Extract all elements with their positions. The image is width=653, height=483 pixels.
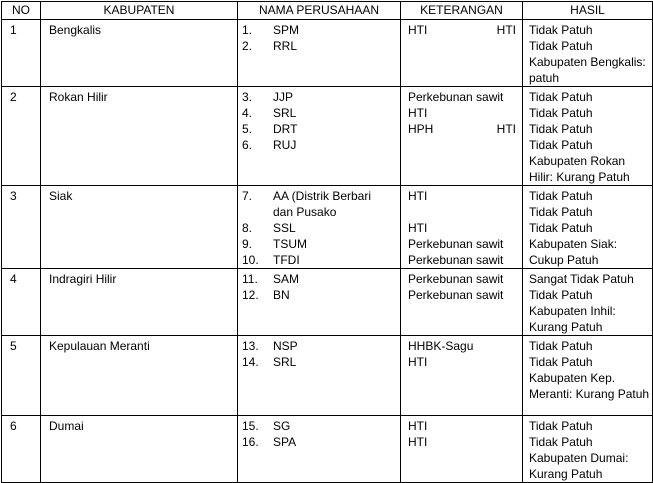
keterangan-left: Perkebunan sawit: [408, 288, 504, 302]
table-row: [2, 269, 653, 336]
company-item: [242, 22, 400, 38]
keterangan-line: [408, 89, 522, 105]
company-list-cell: [238, 416, 401, 483]
company-item: [242, 287, 400, 303]
company-list-cell: [238, 87, 401, 186]
company-number: 7.: [242, 189, 253, 203]
hasil-status: Tidak Patuh: [529, 221, 593, 235]
hasil-status: Tidak Patuh: [529, 435, 593, 449]
company-item: [242, 338, 400, 354]
company-number: 5.: [242, 122, 253, 136]
company-name: NSP: [273, 339, 298, 353]
header-nama-perusahaan: NAMA PERUSAHAAN: [238, 2, 401, 20]
company-number: 15.: [242, 419, 259, 433]
company-item: [242, 271, 400, 287]
kabupaten-cell: Kepulauan Meranti: [41, 336, 238, 416]
company-item: [242, 220, 400, 236]
kabupaten-summary: Kabupaten Inhil: Kurang Patuh: [529, 304, 616, 334]
table-row: [2, 20, 653, 87]
hasil-status: Tidak Patuh: [529, 419, 593, 433]
row-number: 5: [2, 336, 41, 416]
company-number: 13.: [242, 339, 259, 353]
hasil-status: Sangat Tidak Patuh: [529, 272, 634, 286]
row-number: 3: [2, 186, 41, 269]
keterangan-left: HTI: [408, 23, 428, 37]
hasil-cell: [523, 269, 653, 336]
keterangan-line: [408, 287, 522, 303]
company-number: 10.: [242, 253, 259, 267]
company-item: [242, 354, 400, 370]
company-name: SAM: [273, 272, 300, 286]
kabupaten-summary: Kabupaten Dumai: Kurang Patuh: [529, 451, 629, 481]
hasil-status: Tidak Patuh: [529, 205, 593, 219]
keterangan-line: [408, 121, 522, 137]
keterangan-cell: [401, 87, 523, 186]
keterangan-cell: [401, 20, 523, 87]
hasil-status: Tidak Patuh: [529, 288, 593, 302]
keterangan-line: [408, 105, 522, 121]
keterangan-cell: [401, 186, 523, 269]
company-item: [242, 418, 400, 434]
company-name: SPM: [273, 23, 300, 37]
company-number: 12.: [242, 288, 259, 302]
kabupaten-cell: Dumai: [41, 416, 238, 483]
keterangan-right: HTI: [496, 122, 516, 136]
hasil-status: Tidak Patuh: [529, 23, 593, 37]
keterangan-left: Perkebunan sawit: [408, 253, 504, 267]
hasil-cell: [523, 20, 653, 87]
hasil-status: Tidak Patuh: [529, 106, 593, 120]
company-name: AA (Distrik Berbari dan Pusako: [273, 189, 372, 219]
hasil-status: Tidak Patuh: [529, 122, 593, 136]
table-row: [2, 416, 653, 483]
company-number: 3.: [242, 90, 253, 104]
keterangan-left: Perkebunan sawit: [408, 237, 504, 251]
company-number: 2.: [242, 39, 253, 53]
company-item: [242, 434, 400, 450]
company-item: [242, 121, 400, 137]
kabupaten-cell: Bengkalis: [41, 20, 238, 87]
keterangan-left: HTI: [408, 221, 428, 235]
keterangan-line: [408, 188, 522, 204]
kabupaten-cell: Siak: [41, 186, 238, 269]
header-no: NO: [2, 2, 41, 20]
keterangan-line: [408, 271, 522, 287]
company-list-cell: [238, 336, 401, 416]
kabupaten-summary: Kabupaten Siak: Cukup Patuh: [529, 237, 618, 267]
keterangan-left: HTI: [408, 355, 428, 369]
company-name: SG: [273, 419, 291, 433]
company-name: TSUM: [273, 237, 307, 251]
company-name: RRL: [273, 39, 298, 53]
kabupaten-cell: Rokan Hilir: [41, 87, 238, 186]
company-name: SRL: [273, 355, 297, 369]
hasil-status: Tidak Patuh: [529, 189, 593, 203]
table-row: [2, 186, 653, 269]
hasil-status: Tidak Patuh: [529, 339, 593, 353]
keterangan-left: HTI: [408, 419, 428, 433]
company-list-cell: [238, 269, 401, 336]
hasil-cell: [523, 336, 653, 416]
company-number: 8.: [242, 221, 253, 235]
table-row: [2, 87, 653, 186]
company-name: SSL: [273, 221, 296, 235]
keterangan-left: HTI: [408, 435, 428, 449]
hasil-cell: [523, 87, 653, 186]
company-number: 1.: [242, 23, 253, 37]
company-number: 16.: [242, 435, 259, 449]
compliance-table: [1, 1, 653, 483]
company-number: 11.: [242, 272, 258, 286]
keterangan-cell: [401, 416, 523, 483]
keterangan-line: [408, 204, 522, 220]
row-number: 6: [2, 416, 41, 483]
hasil-status: Tidak Patuh: [529, 90, 593, 104]
keterangan-right: HTI: [496, 23, 516, 37]
kabupaten-summary: Kabupaten Rokan Hilir: Kurang Patuh: [529, 154, 630, 184]
company-name: BN: [273, 288, 290, 302]
keterangan-line: [408, 434, 522, 450]
row-number: 2: [2, 87, 41, 186]
table-row: [2, 336, 653, 416]
kabupaten-cell: Indragiri Hilir: [41, 269, 238, 336]
company-item: [242, 38, 400, 54]
keterangan-left: HHBK-Sagu: [408, 339, 474, 353]
keterangan-line: [408, 418, 522, 434]
company-name: JJP: [273, 90, 294, 104]
keterangan-left: Perkebunan sawit: [408, 90, 504, 104]
keterangan-left: HTI: [408, 106, 428, 120]
keterangan-cell: [401, 269, 523, 336]
company-number: 9.: [242, 237, 253, 251]
header-row: [2, 2, 653, 20]
keterangan-line: [408, 252, 522, 268]
hasil-status: Tidak Patuh: [529, 138, 593, 152]
row-number: 1: [2, 20, 41, 87]
kabupaten-summary: Kabupaten Kep. Meranti: Kurang Patuh: [529, 371, 650, 401]
keterangan-line: [408, 220, 522, 236]
keterangan-line: [408, 236, 522, 252]
company-item: [242, 236, 400, 252]
header-keterangan: KETERANGAN: [401, 2, 523, 20]
row-number: 4: [2, 269, 41, 336]
kabupaten-summary: Kabupaten Bengkalis: patuh: [529, 55, 646, 85]
header-hasil: HASIL: [523, 2, 653, 20]
hasil-cell: [523, 416, 653, 483]
company-name: DRT: [273, 122, 298, 136]
keterangan-left: HPH: [408, 122, 434, 136]
company-item: [242, 105, 400, 121]
company-name: RUJ: [273, 138, 297, 152]
keterangan-cell: [401, 336, 523, 416]
company-item: [242, 252, 400, 268]
company-item: [242, 188, 400, 220]
hasil-status: Tidak Patuh: [529, 39, 593, 53]
keterangan-line: [408, 354, 522, 370]
company-number: 14.: [242, 355, 259, 369]
header-kabupaten: KABUPATEN: [41, 2, 238, 20]
hasil-status: Tidak Patuh: [529, 355, 593, 369]
hasil-cell: [523, 186, 653, 269]
keterangan-line: [408, 338, 522, 354]
company-number: 6.: [242, 138, 253, 152]
company-name: SRL: [273, 106, 297, 120]
company-item: [242, 137, 400, 153]
keterangan-left: Perkebunan sawit: [408, 272, 504, 286]
company-item: [242, 89, 400, 105]
company-name: TFDI: [273, 253, 300, 267]
company-list-cell: [238, 186, 401, 269]
keterangan-line: [408, 22, 522, 38]
keterangan-left: HTI: [408, 189, 428, 203]
company-list-cell: [238, 20, 401, 87]
company-name: SPA: [273, 435, 297, 449]
company-number: 4.: [242, 106, 253, 120]
